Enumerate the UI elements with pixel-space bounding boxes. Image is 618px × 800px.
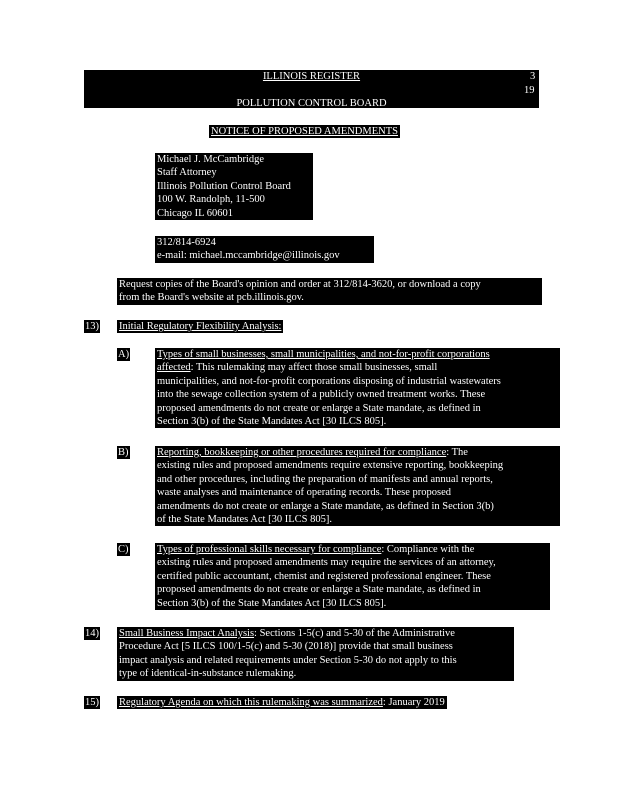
item-c-text-start: : Compliance with the xyxy=(381,544,475,555)
contact-city: Chicago IL 60601 xyxy=(157,207,234,219)
item-c-line: existing rules and proposed amendments may require the services of an attorney, xyxy=(157,557,496,569)
item-b-label: B) xyxy=(118,447,129,458)
item-a-line: into the sewage collection system of a publicly owned treatment works. These xyxy=(157,389,486,401)
item-a-label: A) xyxy=(118,349,130,360)
item-a-line: Section 3(b) of the State Mandates Act [30 ILCS 805]. xyxy=(157,416,387,428)
item-a-line: municipalities, and not-for-profit corporations disposing of industrial wastewaters xyxy=(157,375,501,387)
contact-agency: Illinois Pollution Control Board xyxy=(157,180,291,192)
item-c-label: C) xyxy=(118,544,129,555)
item-b-line: amendments do not create or enlarge a State mandate, as defined in Section 3(b) xyxy=(157,500,494,512)
contact-block xyxy=(155,153,313,220)
section-14-number: 14) xyxy=(85,628,99,639)
item-b-line: existing rules and proposed amendments require extensive reporting, bookkeeping xyxy=(157,460,504,472)
page-number: 3 xyxy=(530,71,536,82)
item-a-line: proposed amendments do not create or enlarge a State mandate, as defined in xyxy=(157,402,481,414)
item-c-title: Types of professional skills necessary for compliance xyxy=(157,544,382,555)
notice-title: NOTICE OF PROPOSED AMENDMENTS xyxy=(211,126,398,137)
contact-address: 100 W. Randolph, 11-500 xyxy=(157,194,265,206)
item-b-paragraph xyxy=(155,446,560,526)
section-14-line: type of identical-in-substance rulemaking. xyxy=(119,668,297,680)
item-a-title-2: affected xyxy=(157,362,191,374)
contact-email[interactable]: e-mail: michael.mccambridge@illinois.gov xyxy=(157,250,340,262)
item-b-title: Reporting, bookkeeping or other procedures required for compliance xyxy=(157,447,447,458)
issue-number: 19 xyxy=(524,85,535,96)
agency-name: POLLUTION CONTROL BOARD xyxy=(236,98,387,109)
section-14-line: Procedure Act [5 ILCS 100/1-5(c) and 5-30 (2018)] provide that small business xyxy=(119,641,453,653)
request-copies-paragraph xyxy=(117,278,542,305)
request-line-2: from the Board's website at pcb.illinois.gov. xyxy=(119,292,304,304)
item-b-line: waste analyses and maintenance of operating records. These proposed xyxy=(157,487,451,499)
section-14-line: impact analysis and related requirements under Section 5-30 do not apply to this xyxy=(119,654,457,666)
request-line-1: Request copies of the Board's opinion and order at 312/814-3620, or download a copy xyxy=(119,279,481,290)
section-13-title: Initial Regulatory Flexibility Analysis: xyxy=(119,321,282,332)
item-a-paragraph xyxy=(155,348,560,428)
register-title: ILLINOIS REGISTER xyxy=(262,71,361,82)
section-14-text-start: : Sections 1-5(c) and 5-30 of the Administrative xyxy=(254,628,455,639)
section-14-title: Small Business Impact Analysis xyxy=(119,628,255,639)
contact-phone-email xyxy=(155,236,374,263)
section-15-paragraph xyxy=(117,696,447,709)
contact-name: Michael J. McCambridge xyxy=(157,154,265,165)
item-a-text-start: : This rulemaking may affect those small businesses, small xyxy=(190,362,438,374)
section-15-number: 15) xyxy=(85,697,99,708)
item-b-line: and other procedures, including the preparation of manifests and annual reports, xyxy=(157,473,493,485)
contact-phone: 312/814-6924 xyxy=(157,237,216,248)
item-c-line: proposed amendments do not create or enlarge a State mandate, as defined in xyxy=(157,584,481,596)
section-15-title: Regulatory Agenda on which this rulemaking was summarized xyxy=(119,697,383,708)
section-14-paragraph xyxy=(117,627,514,681)
item-c-paragraph xyxy=(155,543,550,610)
section-15-text: : January 2019 xyxy=(382,697,445,708)
item-c-line: certified public accountant, chemist and registered professional engineer. These xyxy=(157,570,491,582)
section-13-number: 13) xyxy=(85,321,99,332)
contact-title: Staff Attorney xyxy=(157,167,217,179)
item-b-text-start: : The xyxy=(446,447,468,458)
item-a-title-1: Types of small businesses, small municipalities, and not-for-profit corporations xyxy=(157,349,490,360)
item-b-line: of the State Mandates Act [30 ILCS 805]. xyxy=(157,514,332,526)
item-c-line: Section 3(b) of the State Mandates Act [30 ILCS 805]. xyxy=(157,597,387,609)
